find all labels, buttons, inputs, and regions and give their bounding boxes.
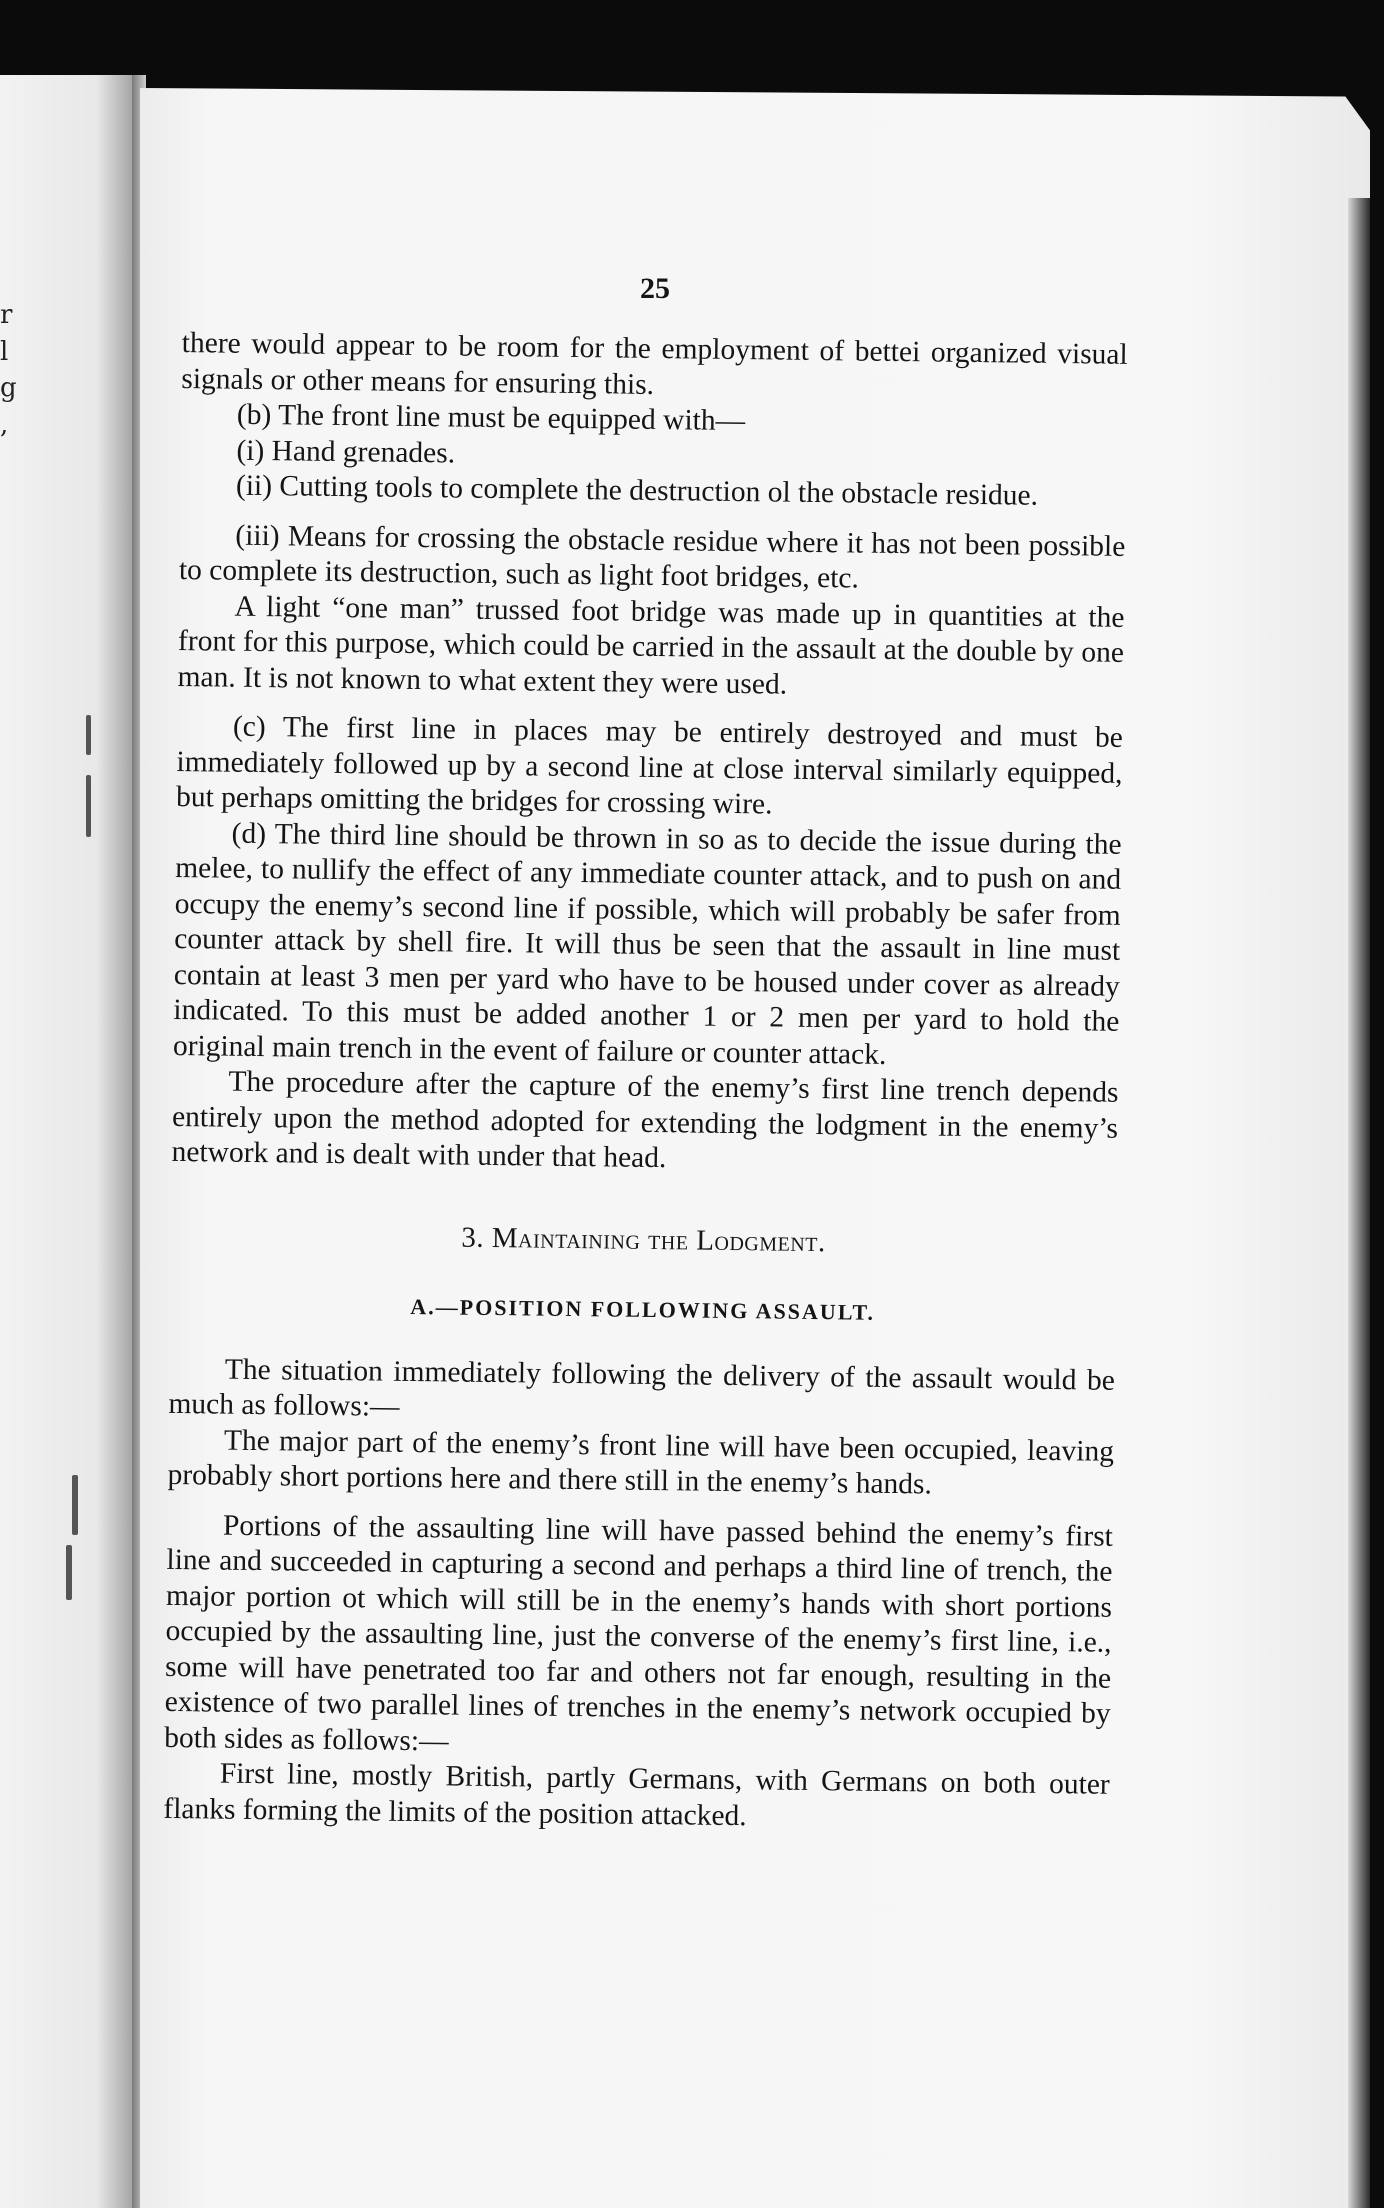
subsection-heading: A.—POSITION FOLLOWING ASSAULT.: [410, 1293, 876, 1325]
body-paragraph: (d) The third line should be thrown in so as to decide the issue during the melee, to nullify the effect of any immediate counter attack, and to push on and occupy the enemy’s second line if possible, which will probably be safer from counter attack by shell fire. It will thus be seen that the assault in line must contain at least 3 men per yard who have to be housed under cover as already indicated. To this must be added another 1 or 2 men per yard to hold the original main trench in the event of failure or counter attack.: [172, 817, 1122, 1071]
body-paragraph: (i) Hand grenades.: [236, 434, 456, 469]
body-paragraph: (ii) Cutting tools to complete the destruction ol the obstacle residue.: [235, 469, 1039, 512]
body-paragraph: there would appear to be room for the employment of bettei organized visual signals or other means for ensuring this.: [181, 326, 1128, 401]
body-paragraph: A light “one man” trussed foot bridge was made up in quantities at the front for this purpose, which could be carried in the assault at the double by one man. It is not known to what extent they were used.: [177, 590, 1125, 701]
left-page-fragment: r: [0, 300, 13, 330]
left-page-fragment: l: [0, 337, 9, 367]
margin-mark: [86, 775, 91, 837]
page-body-text: [163, 326, 1128, 1839]
page-edge-shadow: [1348, 198, 1370, 2208]
margin-mark: [86, 715, 91, 755]
margin-mark: [72, 1475, 78, 1535]
page-number: 25: [640, 272, 670, 305]
body-paragraph: (b) The front line must be equipped with—: [236, 398, 746, 438]
left-page-fragment: ,: [0, 410, 9, 440]
section-heading: 3. Maintaining the Lodgment.: [461, 1221, 826, 1258]
margin-mark: [66, 1545, 72, 1600]
body-paragraph: The situation immediately following the delivery of the assault would be much as follows:—: [168, 1353, 1116, 1423]
body-paragraph: (iii) Means for crossing the obstacle residue where it has not been possible to complete its destruction, such as light foot bridges, etc.: [178, 519, 1126, 595]
body-paragraph: The major part of the enemy’s front line will have been occupied, leaving probably short portions here and there still in the enemy’s hands.: [167, 1424, 1115, 1501]
body-paragraph: Portions of the assaulting line will have passed behind the enemy’s first line and succeeded in capturing a second and perhaps a third line of trench, the major portion ot which will still be in the enemy’s hands with short portions occupied by the assaulting line, just the converse of the enemy’s first line, i.e., some will have penetrated too far and others not far enough, resulting in the existence of two parallel lines of trenches in the enemy’s network occupied by both sides as follows:—: [164, 1509, 1114, 1757]
body-paragraph: (c) The first line in places may be entirely destroyed and must be immediately followed up by a second line at close interval similarly equipped, but perhaps omitting the bridges for crossing wire.: [175, 710, 1124, 821]
left-facing-page: [0, 75, 138, 2208]
body-paragraph: First line, mostly British, partly Germans, with Germans on both outer flanks forming the limits of the position attacked.: [163, 1757, 1110, 1832]
body-paragraph: The procedure after the capture of the enemy’s first line trench depends entirely upon the method adopted for extending the lodgment in the enemy’s network and is dealt with under that head.: [171, 1065, 1119, 1175]
left-page-fragment: g: [0, 373, 17, 403]
